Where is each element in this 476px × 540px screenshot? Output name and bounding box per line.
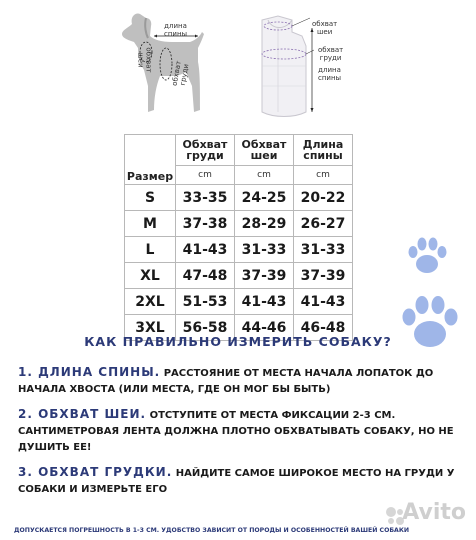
unit-label: cm <box>235 166 294 185</box>
vest-neck-label: обхват шеи <box>312 20 338 36</box>
neck-cell: 28-29 <box>235 211 294 237</box>
instruction-item <box>18 464 466 498</box>
vest-back-label: длина спины <box>318 66 342 82</box>
back-cell: 31-33 <box>294 237 353 263</box>
back-cell: 46-48 <box>294 315 353 341</box>
neck-cell: 41-43 <box>235 289 294 315</box>
table-row <box>125 263 353 289</box>
dog-back-label: длина спины <box>164 22 188 38</box>
neck-cell: 37-39 <box>235 263 294 289</box>
instruction-item <box>18 364 466 398</box>
back-cell: 37-39 <box>294 263 353 289</box>
neck-cell: 24-25 <box>235 185 294 211</box>
instruction-text: ОТСТУПИТЕ ОТ МЕСТА ФИКСАЦИИ 2-3 СМ. САНТИМЕТРОВАЯ ЛЕНТА ДОЛЖНА ПЛОТНО ОБХВАТЫВАТЬ СОБАКУ, НО НЕ ДУШИТЬ ЕЕ! <box>18 410 454 453</box>
chest-cell: 33-35 <box>176 185 235 211</box>
table-row <box>125 185 353 211</box>
table-row <box>125 211 353 237</box>
instruction-text: НАЙДИТЕ САМОЕ ШИРОКОЕ МЕСТО НА ГРУДИ У СОБАКИ И ИЗМЕРЬТЕ ЕГО <box>18 468 455 495</box>
avito-watermark: Avito <box>402 500 466 525</box>
size-cell: 2XL <box>125 289 176 315</box>
vest-chest-label: обхват груди <box>318 46 344 62</box>
table-row <box>125 237 353 263</box>
size-cell: M <box>125 211 176 237</box>
size-cell: S <box>125 185 176 211</box>
instruction-lead: 3. ОБХВАТ ГРУДКИ. <box>18 465 173 479</box>
chest-cell: 37-38 <box>176 211 235 237</box>
neck-cell: 31-33 <box>235 237 294 263</box>
instructions-heading: КАК ПРАВИЛЬНО ИЗМЕРИТЬ СОБАКУ? <box>84 334 392 349</box>
back-cell: 20-22 <box>294 185 353 211</box>
instruction-text: РАССТОЯНИЕ ОТ МЕСТА НАЧАЛА ЛОПАТОК ДО НАЧАЛА ХВОСТА (ИЛИ МЕСТА, ГДЕ ОН МОГ БЫ БЫТЬ) <box>18 368 434 395</box>
chest-cell: 56-58 <box>176 315 235 341</box>
footnote: ДОПУСКАЕТСЯ ПОГРЕШНОСТЬ В 1-3 СМ. УДОБСТВО ЗАВИСИТ ОТ ПОРОДЫ И ОСОБЕННОСТЕЙ ВАШЕЙ СОБАКИ <box>14 527 410 534</box>
back-cell: 41-43 <box>294 289 353 315</box>
back-cell: 26-27 <box>294 211 353 237</box>
chest-header: Обхват груди <box>176 135 235 166</box>
chest-cell: 41-43 <box>176 237 235 263</box>
back-header: Длина спины <box>294 135 353 166</box>
neck-header: Обхват шеи <box>235 135 294 166</box>
table-row <box>125 289 353 315</box>
size-cell: 3XL <box>125 315 176 341</box>
chest-cell: 51-53 <box>176 289 235 315</box>
dog-neck-label: обхват шеи <box>136 47 153 73</box>
size-header: Размер <box>125 135 176 185</box>
size-table <box>124 134 353 341</box>
neck-cell: 44-46 <box>235 315 294 341</box>
instruction-item <box>18 406 466 456</box>
instruction-lead: 1. ДЛИНА СПИНЫ. <box>18 365 161 379</box>
unit-label: cm <box>176 166 235 185</box>
size-cell: XL <box>125 263 176 289</box>
paw-print-icon <box>404 234 450 278</box>
instruction-lead: 2. ОБХВАТ ШЕИ. <box>18 407 147 421</box>
dog-chest-label: обхват груди <box>170 60 191 87</box>
vest-diagram <box>248 6 358 122</box>
size-cell: L <box>125 237 176 263</box>
chest-cell: 47-48 <box>176 263 235 289</box>
unit-label: cm <box>294 166 353 185</box>
dog-silhouette-diagram <box>110 6 210 124</box>
